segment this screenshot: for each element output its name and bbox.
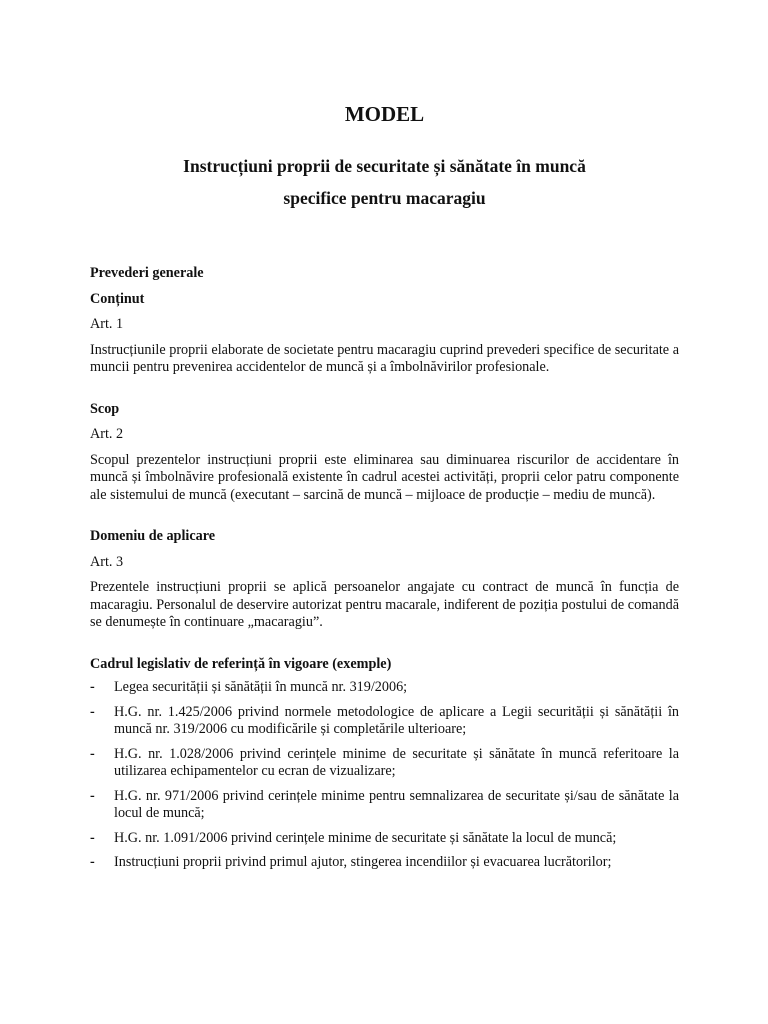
document-title: MODEL <box>344 102 425 126</box>
document-body <box>90 265 679 872</box>
list-item: - H.G. nr. 1.425/2006 privind normele metodologice de aplicare a Legii securității și sănătății în muncă nr. 319/2006 cu modificările și completările ulterioare; <box>90 704 679 739</box>
list-item: - H.G. nr. 1.091/2006 privind cerințele minime de securitate și sănătate la locul de muncă; <box>90 830 679 848</box>
list-item: - H.G. nr. 971/2006 privind cerințele minime pentru semnalizarea de securitate și/sau de sănătate la locul de muncă; <box>90 788 679 823</box>
general-heading: Prevederi generale <box>90 265 204 281</box>
scope-heading: Scop <box>90 400 120 417</box>
list-item: - H.G. nr. 1.028/2006 privind cerințele minime de securitate și sănătate în muncă referitoare la utilizarea echipamentelor cu ecran de vizualizare; <box>90 746 679 781</box>
art2-label: Art. 2 <box>90 426 124 442</box>
art1-text: Instrucțiunile proprii elaborate de societate pentru macaragiu cuprind prevederi specifice de securitate a muncii pentru prevenirea accidentelor de muncă și a îmbolnăvirilor profesionale. <box>90 341 679 375</box>
subtitle-line-1: Instrucțiuni proprii de securitate și sănătate în muncă <box>183 156 586 176</box>
art3-text: Prezentele instrucțiuni proprii se aplică persoanelor angajate cu contract de muncă în funcția de macaragiu. Personalul de deservire autorizat pentru macarale, indiferent de poziția postului de comandă se denumește în continuare „macaragiu”. <box>90 579 679 630</box>
legal-list <box>90 679 679 872</box>
list-item: - Instrucțiuni proprii privind primul ajutor, stingerea incendiilor și evacuarea lucrătorilor; <box>90 854 679 872</box>
list-item: - Legea securității și sănătății în muncă nr. 319/2006; <box>90 679 679 697</box>
subtitle-line-2: specifice pentru macaragiu <box>283 188 486 208</box>
content-heading: Conținut <box>90 290 145 307</box>
document-subtitle <box>90 150 679 214</box>
legal-heading: Cadrul legislativ de referință în vigoare (exemple) <box>90 655 392 672</box>
domain-heading: Domeniu de aplicare <box>90 528 216 544</box>
art1-label: Art. 1 <box>90 316 124 332</box>
art2-text: Scopul prezentelor instrucțiuni proprii este eliminarea sau diminuarea riscurilor de accidentare în muncă și îmbolnăvire profesională existente în cadrul acestei activități, proprii celor patru componente ale sistemului de muncă (executant – sarcină de muncă – mijloace de producție – mediu de muncă). <box>90 451 679 503</box>
art3-label: Art. 3 <box>90 553 124 570</box>
